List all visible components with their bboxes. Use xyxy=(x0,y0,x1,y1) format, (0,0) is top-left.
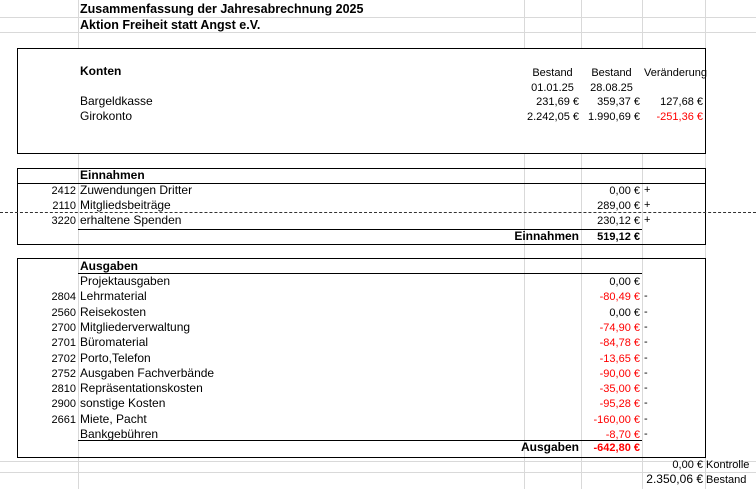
income-item-value[interactable]: 230,12 € xyxy=(597,215,640,227)
account-code[interactable]: 2752 xyxy=(51,368,76,380)
kontrolle-value[interactable]: 0,00 € xyxy=(672,459,703,471)
expense-item-name[interactable]: Lehrmaterial xyxy=(80,289,147,303)
expense-item-value[interactable]: -8,70 € xyxy=(605,429,640,441)
account-code[interactable]: 2900 xyxy=(51,398,76,410)
income-item-name[interactable]: Zuwendungen Dritter xyxy=(80,183,193,197)
account-code[interactable]: 2702 xyxy=(51,353,76,365)
account-code[interactable]: 2110 xyxy=(52,200,76,212)
income-item-name[interactable]: erhaltene Spenden xyxy=(80,213,182,227)
sign-marker: + xyxy=(644,184,651,196)
expense-item-value[interactable]: -74,90 € xyxy=(599,322,640,334)
expense-item-name[interactable]: Bankgebühren xyxy=(80,427,159,441)
sign-marker: + xyxy=(644,199,651,211)
account-code[interactable]: 2810 xyxy=(51,383,76,395)
sign-marker: - xyxy=(644,290,648,302)
expense-item-name[interactable]: Projektausgaben xyxy=(80,274,171,288)
einnahmen-total-label[interactable]: Einnahmen xyxy=(514,229,579,243)
expense-item-name[interactable]: Büromaterial xyxy=(80,335,149,349)
account-code[interactable] xyxy=(40,275,76,290)
income-item-name[interactable]: Mitgliedsbeiträge xyxy=(80,198,171,212)
income-item-value[interactable]: 0,00 € xyxy=(609,185,640,197)
sign-marker: + xyxy=(644,214,651,226)
expense-item-value[interactable]: -95,28 € xyxy=(599,398,640,410)
account-balance-start[interactable]: 231,69 € xyxy=(536,96,579,108)
expense-item-value[interactable]: -84,78 € xyxy=(599,337,640,349)
account-change[interactable]: 127,68 € xyxy=(660,96,703,108)
expense-item-value[interactable]: -35,00 € xyxy=(599,383,640,395)
account-code[interactable]: 3220 xyxy=(51,215,76,227)
sign-marker: - xyxy=(644,428,648,440)
expense-item-value[interactable]: -13,65 € xyxy=(599,353,640,365)
account-code[interactable]: 2661 xyxy=(51,414,76,426)
sign-marker: - xyxy=(644,352,648,364)
expense-item-value[interactable]: -160,00 € xyxy=(593,414,640,426)
account-code[interactable]: 2560 xyxy=(51,307,76,319)
account-code[interactable]: 2412 xyxy=(51,185,76,197)
date-end[interactable]: 28.08.25 xyxy=(590,82,633,94)
sign-marker: - xyxy=(644,397,648,409)
sign-marker: - xyxy=(644,413,648,425)
date-start[interactable]: 01.01.25 xyxy=(531,82,574,94)
col-bestand-start-header[interactable]: Bestand xyxy=(532,67,573,79)
konten-heading[interactable]: Konten xyxy=(80,64,122,78)
account-code[interactable]: 2700 xyxy=(51,322,76,334)
report-title[interactable]: Zusammenfassung der Jahresabrechnung 2025 xyxy=(80,2,364,16)
col-bestand-end-header[interactable]: Bestand xyxy=(591,67,632,79)
expense-item-name[interactable]: Ausgaben Fachverbände xyxy=(80,366,215,380)
account-code[interactable]: 2701 xyxy=(51,337,76,349)
ausgaben-heading[interactable]: Ausgaben xyxy=(80,259,139,273)
expense-item-name[interactable]: Reisekosten xyxy=(80,305,147,319)
account-balance-end[interactable]: 1.990,69 € xyxy=(588,111,640,123)
account-name[interactable]: Bargeldkasse xyxy=(80,94,153,108)
ausgaben-total-value[interactable]: -642,80 € xyxy=(593,442,640,454)
sign-marker: - xyxy=(644,382,648,394)
income-item-value[interactable]: 289,00 € xyxy=(597,200,640,212)
organization-name[interactable]: Aktion Freiheit statt Angst e.V. xyxy=(80,18,261,32)
account-change[interactable]: -251,36 € xyxy=(656,111,703,123)
expense-item-value[interactable]: -80,49 € xyxy=(599,291,640,303)
einnahmen-total-value[interactable]: 519,12 € xyxy=(597,231,640,243)
bestand-label[interactable]: Bestand xyxy=(706,474,747,486)
kontrolle-label[interactable]: Kontrolle xyxy=(706,459,750,471)
bestand-value[interactable]: 2.350,06 € xyxy=(646,472,703,486)
account-code[interactable]: 2804 xyxy=(51,291,76,303)
sign-marker: - xyxy=(644,306,648,318)
account-code[interactable] xyxy=(40,428,76,443)
expense-item-name[interactable]: Miete, Pacht xyxy=(80,412,147,426)
sign-marker: - xyxy=(644,336,648,348)
expense-item-value[interactable]: 0,00 € xyxy=(609,307,640,319)
expense-item-name[interactable]: sonstige Kosten xyxy=(80,396,166,410)
expense-item-value[interactable]: 0,00 € xyxy=(609,276,640,288)
sign-marker: - xyxy=(644,367,648,379)
account-name[interactable]: Girokonto xyxy=(80,109,133,123)
account-balance-start[interactable]: 2.242,05 € xyxy=(527,111,579,123)
ausgaben-total-label[interactable]: Ausgaben xyxy=(520,440,579,454)
col-change-header[interactable]: Veränderung xyxy=(644,67,707,79)
expense-item-value[interactable]: -90,00 € xyxy=(599,368,640,380)
expense-item-name[interactable]: Porto,Telefon xyxy=(80,351,151,365)
einnahmen-heading[interactable]: Einnahmen xyxy=(80,168,145,182)
expense-item-name[interactable]: Mitgliederverwaltung xyxy=(80,320,191,334)
account-balance-end[interactable]: 359,37 € xyxy=(597,96,640,108)
sign-marker: - xyxy=(644,321,648,333)
expense-item-name[interactable]: Repräsentationskosten xyxy=(80,381,203,395)
